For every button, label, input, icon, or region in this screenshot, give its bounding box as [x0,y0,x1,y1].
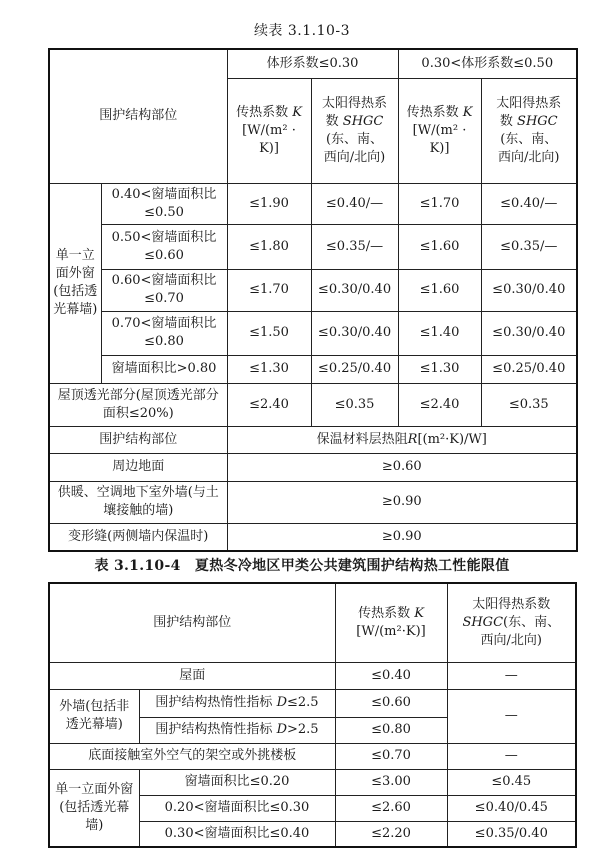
t2-window-row-label: 0.20<窗墙面积比≤0.30 [139,795,335,821]
t2-window-row-shgc: ≤0.35/0.40 [447,821,576,847]
roof-transparent-label: 屋顶透光部分(屋顶透光部分面积≤20%) [49,383,227,426]
table-3-1-10-4 [48,582,577,848]
roof-k-a: ≤2.40 [227,383,311,426]
header-part: 围护结构部位 [49,49,227,183]
window-row-k-b: ≤1.40 [398,311,481,355]
window-row-label: 0.70<窗墙面积比≤0.80 [101,311,227,355]
t2-window-row-k: ≤2.60 [335,795,447,821]
header-k-a: 传热系数 K [W/(m² · K)] [227,78,311,183]
window-row-k-a: ≤1.70 [227,269,311,311]
window-row-k-a: ≤1.90 [227,183,311,224]
t2-roof-shgc: — [447,662,576,689]
header-group-a: 体形系数≤0.30 [227,49,398,78]
table2-caption: 表 3.1.10-4 夏热冬冷地区甲类公共建筑围护结构热工性能限值 [94,558,510,574]
t2-wall-row-label: 围护结构热惰性指标 D>2.5 [139,717,335,743]
t2-window-row-label: 0.30<窗墙面积比≤0.40 [139,821,335,847]
window-row-shgc-b: ≤0.30/0.40 [481,311,577,355]
header-k-b: 传热系数 K [W/(m² · K)] [398,78,481,183]
roof-shgc-b: ≤0.35 [481,383,577,426]
window-row-k-a: ≤1.30 [227,355,311,383]
t2-wall-row-label: 围护结构热惰性指标 D≤2.5 [139,689,335,717]
t2-window-row-k: ≤2.20 [335,821,447,847]
window-row-shgc-a: ≤0.25/0.40 [311,355,398,383]
r-row-label: 周边地面 [49,453,227,481]
header-shgc-a: 太阳得热系 数 SHGC (东、南、 西向/北向) [311,78,398,183]
r-row-label: 供暖、空调地下室外墙(与土壤接触的墙) [49,481,227,523]
t2-window-row-k: ≤3.00 [335,769,447,795]
roof-k-b: ≤2.40 [398,383,481,426]
window-row-label: 0.40<窗墙面积比≤0.50 [101,183,227,224]
t2-roof-label: 屋面 [49,662,335,689]
t2-floor-label: 底面接触室外空气的架空或外挑楼板 [49,743,335,769]
window-row-k-b: ≤1.30 [398,355,481,383]
t2-window-row-shgc: ≤0.45 [447,769,576,795]
t2-window-row-shgc: ≤0.40/0.45 [447,795,576,821]
window-row-k-b: ≤1.70 [398,183,481,224]
t2-header-part: 围护结构部位 [49,583,335,662]
table-3-1-10-3-continued [48,48,578,552]
t2-wall-group: 外墙(包括非透光幕墙) [49,689,139,743]
header-group-b: 0.30<体形系数≤0.50 [398,49,577,78]
r-row-label: 变形缝(两侧墙内保温时) [49,523,227,551]
window-row-k-a: ≤1.50 [227,311,311,355]
t2-wall-row-k: ≤0.80 [335,717,447,743]
r-header-part: 围护结构部位 [49,426,227,453]
t2-header-shgc: 太阳得热系数 SHGC(东、南、 西向/北向) [447,583,576,662]
table1-caption: 续表 3.1.10-3 [253,23,351,39]
window-row-shgc-a: ≤0.35/— [311,224,398,269]
window-row-label: 0.50<窗墙面积比≤0.60 [101,224,227,269]
window-row-label: 0.60<窗墙面积比≤0.70 [101,269,227,311]
t2-wall-shgc: — [447,689,576,743]
t2-window-group: 单一立面外窗(包括透光幕墙) [49,769,139,847]
window-row-shgc-a: ≤0.30/0.40 [311,269,398,311]
window-row-k-b: ≤1.60 [398,269,481,311]
r-row-value: ≥0.90 [227,481,577,523]
r-header-value: 保温材料层热阻R[(m²·K)/W] [227,426,577,453]
window-row-shgc-b: ≤0.30/0.40 [481,269,577,311]
r-row-value: ≥0.60 [227,453,577,481]
header-shgc-b: 太阳得热系 数 SHGC (东、南、 西向/北向) [481,78,577,183]
window-row-shgc-b: ≤0.35/— [481,224,577,269]
window-row-shgc-a: ≤0.40/— [311,183,398,224]
window-row-shgc-b: ≤0.40/— [481,183,577,224]
window-row-label: 窗墙面积比>0.80 [101,355,227,383]
t2-floor-shgc: — [447,743,576,769]
t2-header-k: 传热系数 K [W/(m²·K)] [335,583,447,662]
roof-shgc-a: ≤0.35 [311,383,398,426]
window-row-shgc-b: ≤0.25/0.40 [481,355,577,383]
window-row-shgc-a: ≤0.30/0.40 [311,311,398,355]
window-row-k-a: ≤1.80 [227,224,311,269]
r-row-value: ≥0.90 [227,523,577,551]
t2-wall-row-k: ≤0.60 [335,689,447,717]
window-row-k-b: ≤1.60 [398,224,481,269]
t2-window-row-label: 窗墙面积比≤0.20 [139,769,335,795]
t2-floor-k: ≤0.70 [335,743,447,769]
group-window: 单一立面外窗(包括透光幕墙) [49,183,101,383]
t2-roof-k: ≤0.40 [335,662,447,689]
